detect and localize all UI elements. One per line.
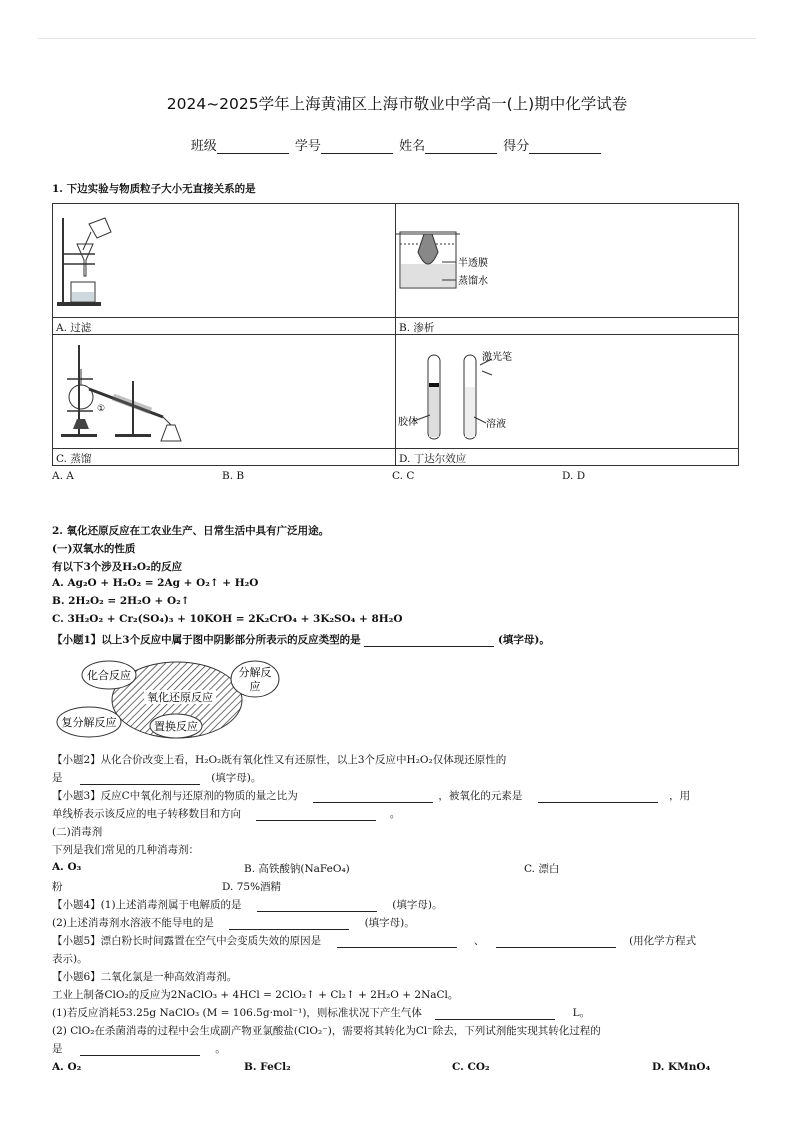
subq2-line1: 【小题2】从化合价改变上看，H₂O₂既有氧化性又有还原性，以上3个反应中H₂O₂仅体现还原性的 bbox=[52, 754, 507, 766]
distillation-figure bbox=[53, 335, 395, 448]
disinfectant-c: C. 漂白 bbox=[524, 863, 560, 875]
number-blank[interactable] bbox=[321, 141, 393, 154]
name-blank[interactable] bbox=[425, 141, 497, 154]
class-blank[interactable] bbox=[217, 141, 289, 154]
q2-part1: (一)双氧水的性质 bbox=[52, 543, 136, 555]
subq6-tail-c: L。 bbox=[572, 1007, 591, 1019]
laser-label: 激光笔 bbox=[482, 352, 512, 363]
disinfectant-b: B. 高铁酸钠(NaFeO₄) bbox=[244, 863, 350, 875]
subq2-line2 bbox=[52, 770, 261, 785]
choice-a[interactable]: A. A bbox=[52, 470, 74, 482]
membrane-label: 半透膜 bbox=[458, 258, 488, 269]
class-label: 班级 bbox=[190, 139, 217, 154]
colloid-label: 胶体 bbox=[398, 417, 418, 428]
disinfectant-d: D. 75%酒精 bbox=[222, 881, 282, 893]
q1-options-table bbox=[52, 203, 739, 466]
subq5-line1 bbox=[52, 933, 696, 948]
subq2-tail: (填字母)。 bbox=[211, 772, 262, 784]
subq1-text: 【小题1】以上3个反应中属于图中阴影部分所表示的反应类型的是 bbox=[52, 634, 361, 646]
subq3-blank-element[interactable] bbox=[538, 791, 658, 803]
filtration-figure bbox=[53, 204, 395, 317]
subq5-tail: (用化学方程式 bbox=[629, 935, 697, 947]
venn-decompose-1: 分解反 bbox=[238, 666, 272, 679]
distillation-apparatus-icon bbox=[53, 335, 395, 448]
subq4-text-b: (2)上述消毒剂水溶液不能导电的是 bbox=[52, 917, 214, 929]
subq1-tail: (填字母)。 bbox=[497, 634, 550, 646]
option-d-cell bbox=[396, 335, 739, 466]
subq6-blank-reagent[interactable] bbox=[80, 1044, 200, 1056]
subq6-line3 bbox=[52, 1005, 590, 1020]
q2-stem: 2. 氧化还原反应在工农业生产、日常生活中具有广泛用途。 bbox=[52, 525, 330, 537]
subq5-blank-2[interactable] bbox=[496, 936, 616, 948]
subq2-blank[interactable] bbox=[80, 773, 200, 785]
subq1 bbox=[52, 632, 550, 647]
subq6-tail-e: 。 bbox=[215, 1043, 226, 1055]
subq3-text-a: 【小题3】反应C中氧化剂与还原剂的物质的量之比为 bbox=[52, 790, 298, 802]
subq6-text-c: (1)若反应消耗53.25g NaClO₃ (M = 106.5g·mol⁻¹)，则标准状况下产生气体 bbox=[52, 1007, 422, 1019]
venn-combine: 化合反应 bbox=[87, 669, 131, 682]
venn-double: 复分解反应 bbox=[61, 716, 117, 729]
subq4-tail-b: (填字母)。 bbox=[364, 917, 415, 929]
subq5-text-a: 【小题5】漂白粉长时间露置在空气中会变质失效的原因是 bbox=[52, 935, 322, 947]
subq4-tail-a: (填字母)。 bbox=[392, 899, 443, 911]
subq4-blank-electrolyte[interactable] bbox=[257, 900, 377, 912]
name-label: 姓名 bbox=[399, 139, 426, 154]
q2-intro: 有以下3个涉及H₂O₂的反应 bbox=[52, 561, 183, 573]
tyndall-figure bbox=[396, 335, 738, 448]
reaction-a: A. Ag₂O + H₂O₂ = 2Ag + O₂↑ + H₂O bbox=[52, 577, 259, 589]
reagent-c[interactable]: C. CO₂ bbox=[452, 1061, 490, 1073]
score-blank[interactable] bbox=[529, 141, 601, 154]
subq5-separator: 、 bbox=[473, 935, 485, 947]
choice-d[interactable]: D. D bbox=[562, 470, 586, 482]
subq4-line2 bbox=[52, 915, 415, 930]
tyndall-apparatus-icon bbox=[396, 335, 738, 448]
venn-decompose-2: 应 bbox=[249, 680, 261, 693]
header-rule bbox=[38, 38, 756, 39]
option-b-caption: B. 渗析 bbox=[396, 317, 738, 334]
subq3-blank-transfer[interactable] bbox=[256, 809, 376, 821]
reagent-b[interactable]: B. FeCl₂ bbox=[244, 1061, 291, 1073]
subq1-blank[interactable] bbox=[364, 635, 494, 647]
subq5-line2: 表示)。 bbox=[52, 953, 88, 965]
subq4-blank-nonconductive[interactable] bbox=[229, 918, 349, 930]
number-label: 学号 bbox=[294, 139, 321, 154]
disinfectant-c-cont: 粉 bbox=[52, 881, 63, 893]
subq6-line4: (2) ClO₂在杀菌消毒的过程中会生成副产物亚氯酸盐(ClO₂⁻)，需要将其转化为Cl⁻除去，下列试剂能实现其转化过程的 bbox=[52, 1025, 601, 1037]
subq2-lead: 是 bbox=[52, 772, 63, 784]
solution-label: 溶液 bbox=[486, 419, 506, 430]
subq6-line5 bbox=[52, 1041, 226, 1056]
q2-intro2: 下列是我们常见的几种消毒剂： bbox=[52, 844, 199, 856]
reaction-c: C. 3H₂O₂ + Cr₂(SO₄)₃ + 10KOH = 2K₂CrO₄ + 3K₂SO₄ + 8H₂O bbox=[52, 613, 403, 625]
score-label: 得分 bbox=[503, 139, 530, 154]
page-title: 2024~2025学年上海黄浦区上海市敬业中学高一(上)期中化学试卷 bbox=[166, 95, 628, 113]
subq3-line2 bbox=[52, 806, 400, 821]
subq3-text-c: ，用 bbox=[669, 790, 691, 802]
subq3-text-e: 。 bbox=[389, 808, 401, 820]
option-a-cell bbox=[53, 204, 396, 335]
q1-stem: 1. 下边实验与物质粒子大小无直接关系的是 bbox=[52, 183, 256, 195]
disinfectant-a: A. O₃ bbox=[52, 861, 82, 873]
water-label: 蒸馏水 bbox=[458, 276, 488, 287]
choice-c[interactable]: C. C bbox=[392, 470, 415, 482]
venn-replace: 置换反应 bbox=[154, 720, 198, 733]
option-a-caption: A. 过滤 bbox=[53, 317, 395, 334]
subq3-line1 bbox=[52, 788, 690, 803]
option-c-caption: C. 蒸馏 bbox=[53, 448, 395, 465]
reaction-b: B. 2H₂O₂ = 2H₂O + O₂↑ bbox=[52, 595, 190, 607]
venn-redox: 氧化还原反应 bbox=[147, 691, 213, 704]
subq5-blank-1[interactable] bbox=[337, 936, 457, 948]
subq3-text-d: 单线桥表示该反应的电子转移数目和方向 bbox=[52, 808, 241, 820]
subq6-blank-volume[interactable] bbox=[435, 1008, 555, 1020]
option-b-cell bbox=[396, 204, 739, 335]
subq6-line1: 【小题6】二氧化氯是一种高效消毒剂。 bbox=[52, 971, 238, 983]
q2-part2: (二)消毒剂 bbox=[52, 826, 103, 838]
subq4-line1 bbox=[52, 897, 442, 912]
subq4-text-a: 【小题4】(1)上述消毒剂属于电解质的是 bbox=[52, 899, 242, 911]
subq3-blank-ratio[interactable] bbox=[313, 791, 433, 803]
subq3-text-b: ，被氧化的元素是 bbox=[438, 790, 523, 802]
reagent-a[interactable]: A. O₂ bbox=[52, 1061, 82, 1073]
subq6-line2: 工业上制备ClO₂的反应为2NaClO₃ + 4HCl = 2ClO₂↑ + Cl₂↑ + 2H₂O + 2NaCl。 bbox=[52, 989, 459, 1001]
reaction-type-venn bbox=[52, 656, 312, 744]
filtration-apparatus-icon bbox=[53, 204, 395, 317]
dialysis-apparatus-icon bbox=[396, 204, 738, 317]
dialysis-figure bbox=[396, 204, 738, 317]
subq6-text-e: 是 bbox=[52, 1043, 63, 1055]
reagent-d[interactable]: D. KMnO₄ bbox=[652, 1061, 711, 1073]
option-c-cell bbox=[53, 335, 396, 466]
circle1-label: ① bbox=[97, 404, 106, 414]
option-d-caption: D. 丁达尔效应 bbox=[396, 448, 738, 465]
choice-b[interactable]: B. B bbox=[222, 470, 245, 482]
student-info-line bbox=[0, 135, 794, 154]
